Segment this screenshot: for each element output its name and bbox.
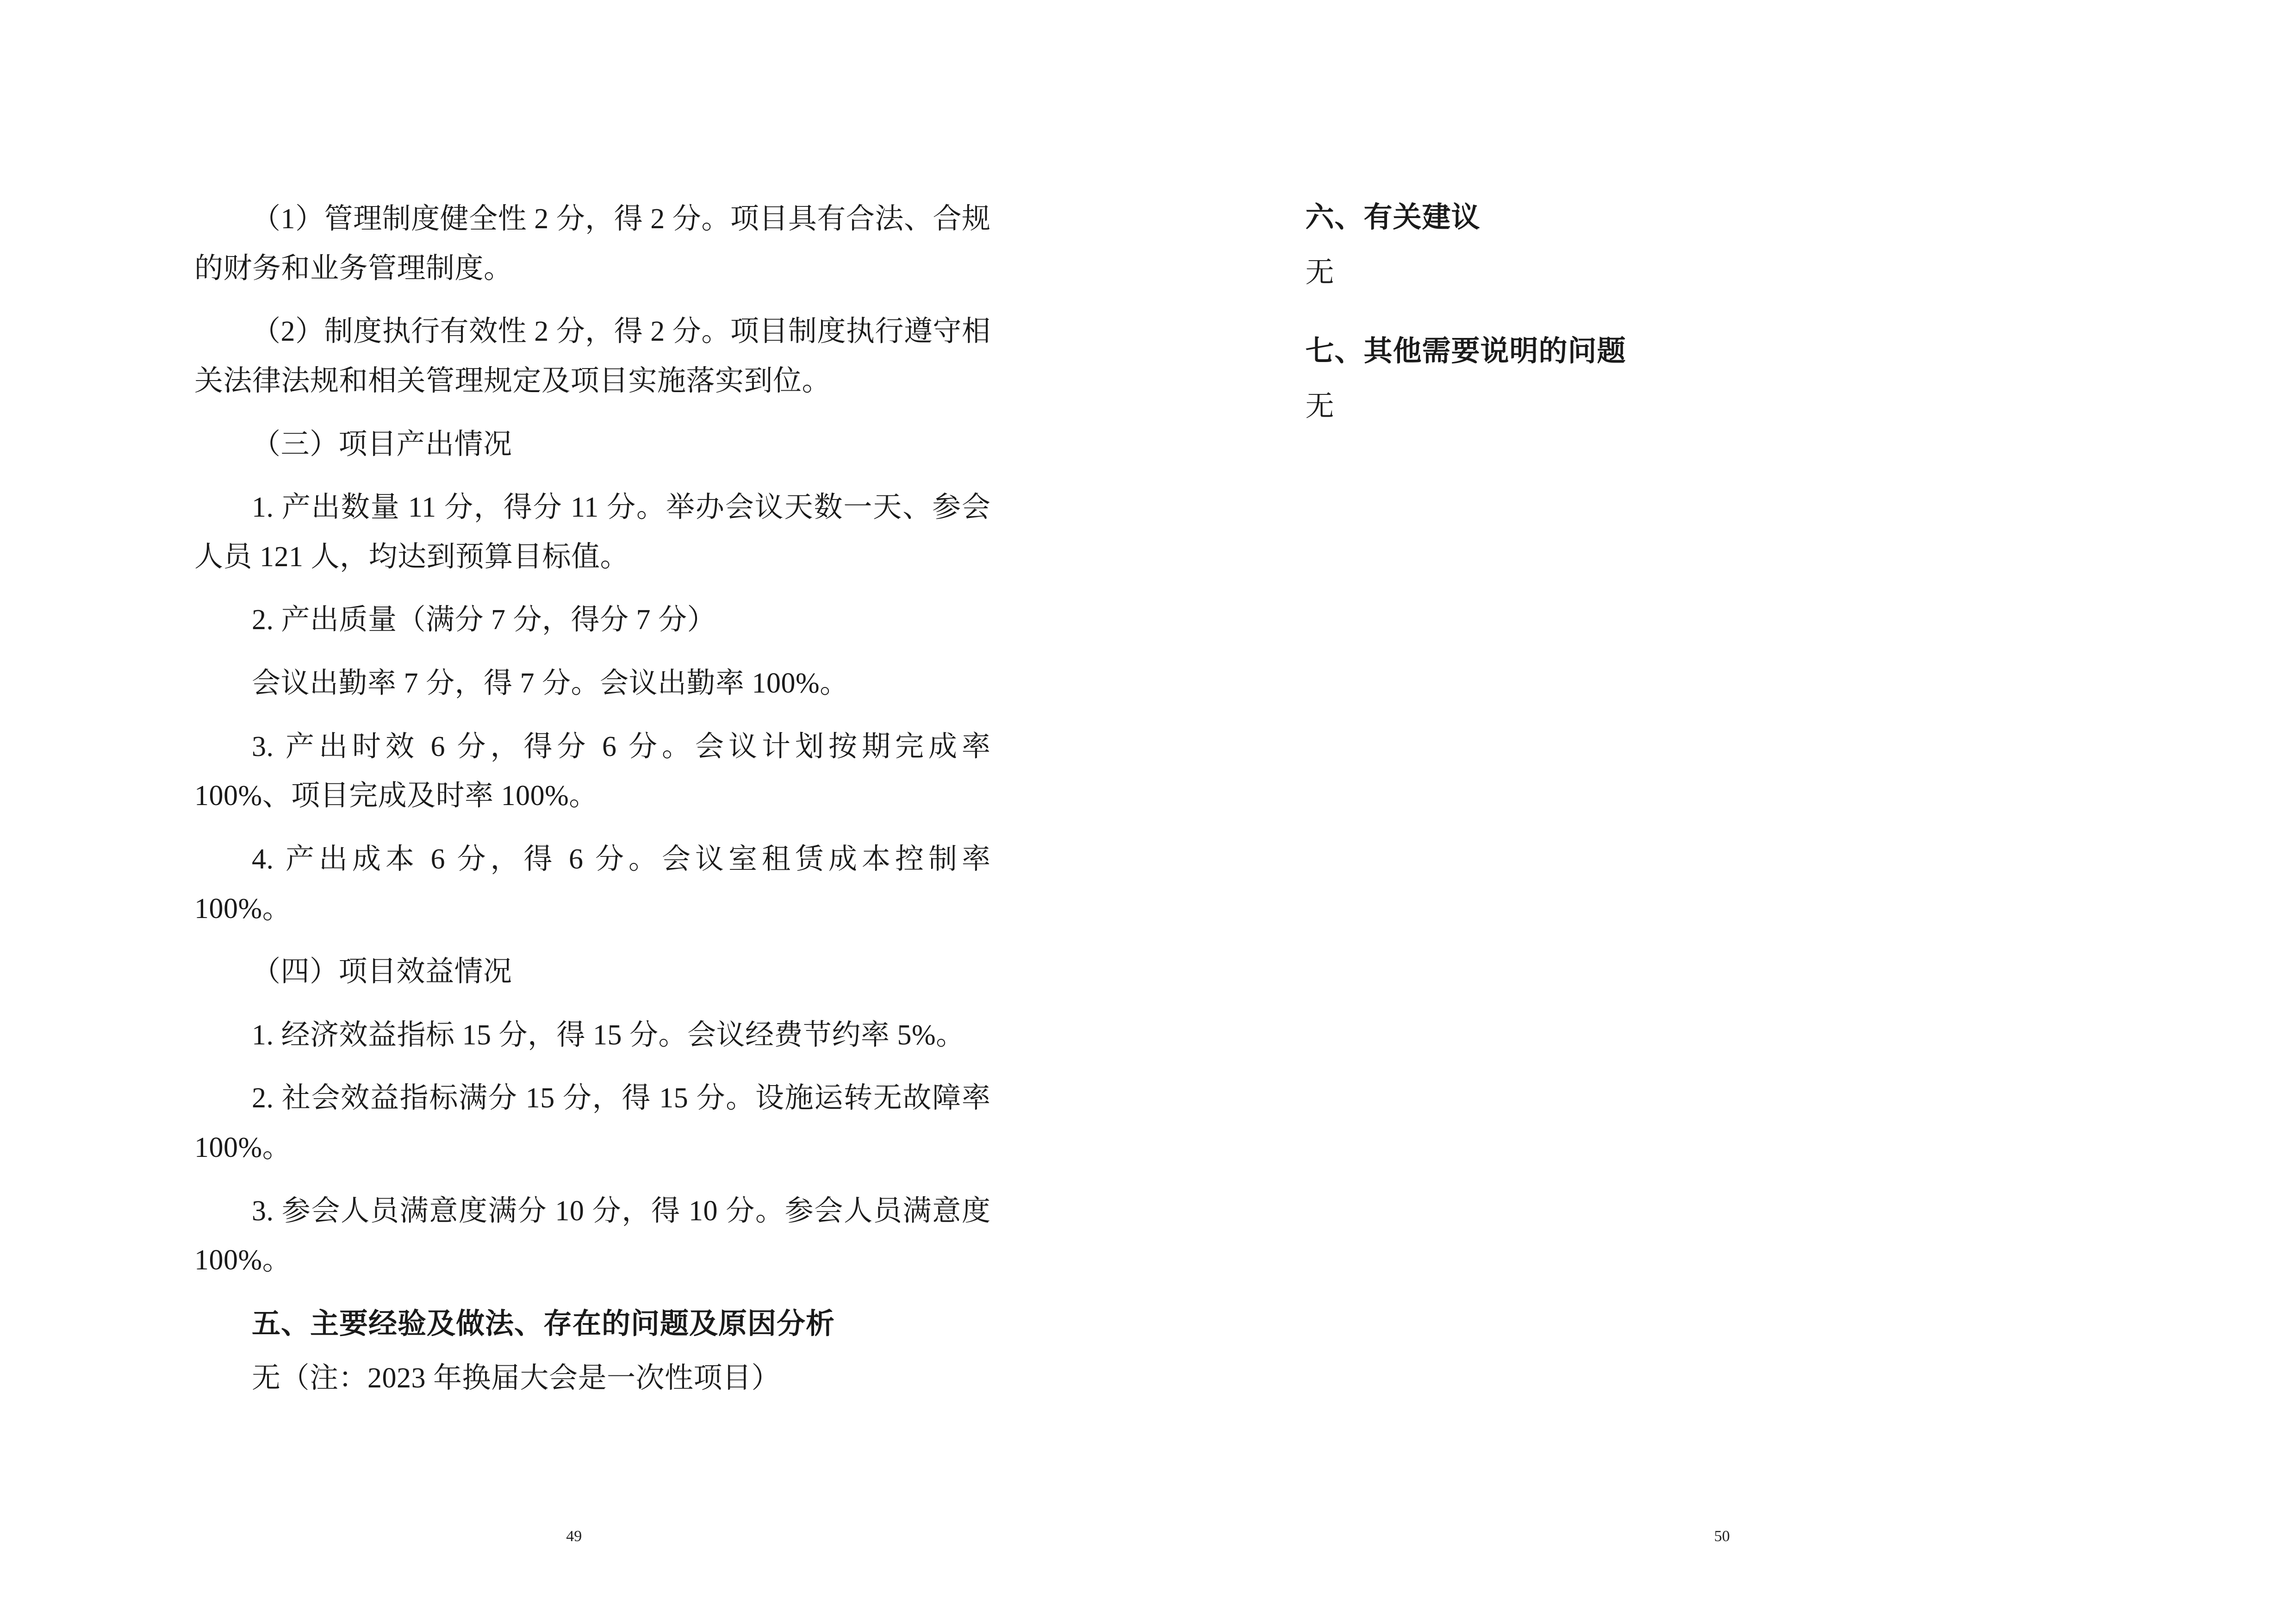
paragraph: 4. 产出成本 6 分，得 6 分。会议室租赁成本控制率 100%。 [194,843,991,924]
page-number-right: 50 [1714,1528,1730,1545]
paragraph: （2）制度执行有效性 2 分，得 2 分。项目制度执行遵守相关法律法规和相关管理规定及项目实施落实到位。 [194,316,991,397]
left-page-body [194,194,991,1403]
section-heading-suggestions: 六、有关建议 [1305,201,1481,233]
paragraph: 2. 社会效益指标满分 15 分，得 15 分。设施运转无故障率 100%。 [194,1082,991,1163]
page-number-left: 49 [566,1528,582,1545]
section-heading-other-issues: 七、其他需要说明的问题 [1305,335,1626,367]
paragraph: （1）管理制度健全性 2 分，得 2 分。项目具有合法、合规的财务和业务管理制度。 [194,203,991,284]
paragraph: 3. 产出时效 6 分，得分 6 分。会议计划按期完成率 100%、项目完成及时率 100%。 [194,731,991,812]
paragraph: 会议出勤率 7 分，得 7 分。会议出勤率 100%。 [252,668,849,699]
paragraph: 3. 参会人员满意度满分 10 分，得 10 分。参会人员满意度 100%。 [194,1195,991,1276]
paragraph: 1. 产出数量 11 分，得分 11 分。举办会议天数一天、参会人员 121 人，均达到预算目标值。 [194,492,991,573]
section-body-suggestions: 无 [1305,257,1335,289]
section-body-other-issues: 无 [1305,390,1335,422]
paragraph: 2. 产出质量（满分 7 分，得分 7 分） [252,604,716,636]
section-heading: 五、主要经验及做法、存在的问题及原因分析 [252,1307,835,1340]
paragraph: （四）项目效益情况 [252,956,512,988]
paragraph: 1. 经济效益指标 15 分，得 15 分。会议经费节约率 5%。 [252,1019,965,1051]
right-page-body [1306,194,2102,431]
section-body: 无（注：2023 年换届大会是一次性项目） [252,1362,781,1394]
page-right [1148,0,2296,1624]
paragraph: （三）项目产出情况 [252,428,512,460]
